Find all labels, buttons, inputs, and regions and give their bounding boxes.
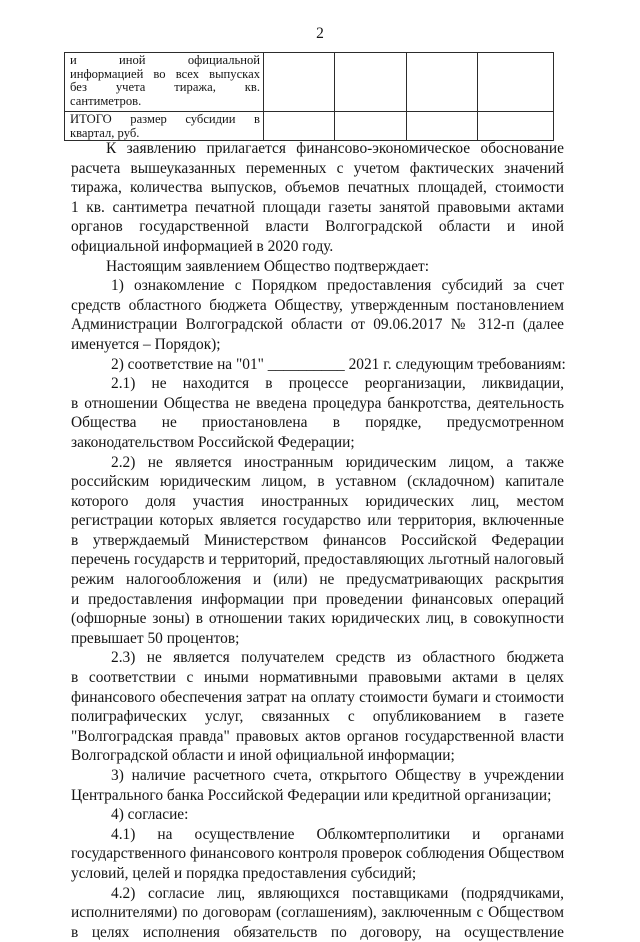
text-line: Волгоградской области и иной официальной информации;: [71, 747, 455, 765]
text-line: 2.3) не является получателем средств из областного бюджета: [111, 649, 564, 667]
text-line: в отношении Общества не введена процедура банкротства, деятельность: [71, 394, 564, 412]
text-line: государственного финансового контроля проверок соблюдения Обществом: [71, 845, 565, 863]
text-line: именуется – Порядок);: [71, 335, 221, 353]
table-row-label: [65, 112, 264, 141]
table-cell: [407, 112, 478, 141]
text-line: законодательством Российской Федерации;: [71, 433, 355, 451]
table-row: [65, 53, 554, 112]
text-line: 3) наличие расчетного счета, открытого Обществу в учреждении: [111, 767, 564, 784]
table-label-line: информацией во всех выпусках: [70, 66, 260, 81]
text-line: 2.2) не является иностранным юридическим лицом, а также: [111, 453, 564, 471]
text-line: превышает 50 процентов;: [71, 629, 240, 647]
text-line: (офшорные зоны) в отношении таких юридических лиц, в совокупности: [71, 610, 564, 628]
subsidy-table: [64, 52, 554, 141]
text-line: 4.2) согласие лиц, являющихся поставщиками (подрядчиками,: [111, 884, 564, 902]
text-line: расчета вышеуказанных переменных с учетом фактических значений: [71, 159, 564, 177]
text-line: исполнителями) по договорам (соглашениям), заключенным с Обществом: [71, 904, 564, 922]
table-label-line: квартал, руб.: [70, 125, 140, 140]
text-line: К заявлению прилагается финансово-экономическое обоснование: [106, 140, 564, 157]
text-line: официальной информацией в 2020 году.: [71, 237, 334, 255]
text-line: регистрации которых является государство или территория, включенные: [71, 512, 564, 530]
table-label-line: ИТОГО размер субсидии в: [70, 112, 260, 126]
text-line: 2) соответствие на "01" __________ 2021 г. следующим требованиям:: [111, 355, 566, 373]
text-line: Общества не приостановлена в порядке, предусмотренном: [71, 414, 564, 432]
table-label-line: и иной официальной: [70, 53, 260, 67]
text-line: 2.1) не находится в процессе реорганизации, ликвидации,: [111, 375, 564, 393]
table-cell: [478, 53, 554, 112]
text-line: тиража, количества выпусков, объемов печатных площадей, стоимости: [71, 179, 564, 197]
text-line: и предоставления информации при проведении финансовых операций: [71, 590, 564, 608]
text-line: Центрального банка Российской Федерации или кредитной организации;: [71, 786, 552, 804]
table-row: [65, 112, 554, 141]
text-line: Администрации Волгоградской области от 09.06.2017 № 312-п (далее: [71, 316, 564, 334]
text-line: в целях исполнения обязательств по договору, на осуществление: [71, 923, 564, 941]
table-cell: [478, 112, 554, 141]
table-cell: [264, 53, 335, 112]
text-line: условий, целей и порядка предоставления субсидий;: [71, 864, 417, 882]
table-label-line: сантиметров.: [70, 93, 142, 108]
page-number: 2: [316, 25, 324, 42]
table-cell: [407, 53, 478, 112]
text-line: в утверждаемый Министерством финансов Российской Федерации: [71, 531, 564, 549]
text-line: российским юридическим лицом, в уставном (складочном) капитале: [71, 473, 564, 491]
text-line: которого доля участия иностранных юридических лиц, местом: [71, 492, 564, 510]
text-line: органов государственной власти Волгоградской области и иной: [71, 218, 564, 236]
text-line: финансового обеспечения затрат на оплату стоимости бумаги и стоимости: [71, 688, 564, 706]
text-line: 4) согласие:: [111, 806, 189, 824]
text-line: полиграфических услуг, связанных с опубликованием в газете: [71, 708, 564, 726]
table-label-line: без учета тиража, кв.: [70, 80, 260, 95]
text-line: 1) ознакомление с Порядком предоставления субсидий за счет: [111, 277, 564, 295]
text-line: 1 кв. сантиметра печатной площади газеты занятой правовыми актами: [71, 198, 564, 216]
text-line: режим налогообложения и (или) не предусматривающих раскрытия: [71, 571, 564, 589]
body-text: [71, 139, 564, 942]
text-line: перечень государств и территорий, предоставляющих льготный налоговый: [71, 551, 564, 569]
text-line: Настоящим заявлением Общество подтверждает:: [106, 257, 430, 275]
text-line: в соответствии с иными нормативными правовыми актами в целях: [71, 669, 564, 687]
text-line: "Волгоградская правда" правовых актов органов государственной власти: [71, 727, 564, 745]
table-cell: [335, 53, 407, 112]
table-cell: [335, 112, 407, 141]
text-line: 4.1) на осуществление Облкомтерполитики и органами: [111, 825, 564, 843]
table-cell: [264, 112, 335, 141]
table-row-label: [65, 53, 264, 112]
text-line: средств областного бюджета Обществу, утвержденным постановлением: [71, 296, 564, 314]
